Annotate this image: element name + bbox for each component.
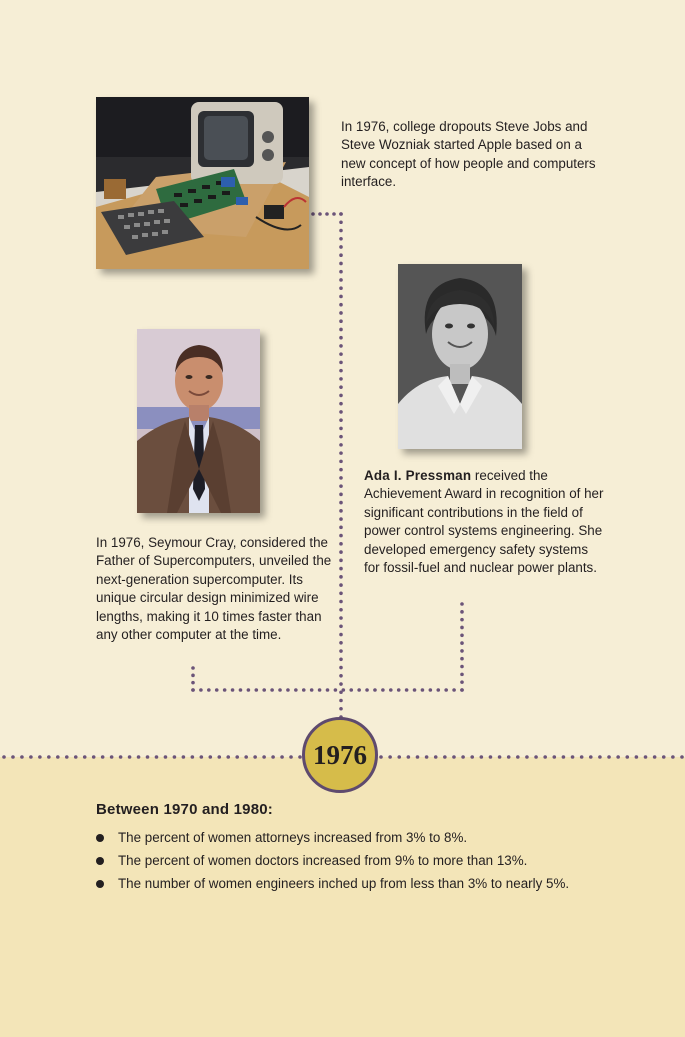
timeline-dot [460,610,464,614]
timeline-dot [339,245,343,249]
timeline-dot [339,220,343,224]
timeline-dot [339,262,343,266]
timeline-dot [460,602,464,606]
timeline-dot [339,501,343,505]
bullet-icon [96,880,104,888]
timeline-dot [635,755,639,759]
timeline-dot [339,608,343,612]
timeline-dot [92,755,96,759]
timeline-dot [339,567,343,571]
timeline-dot [339,509,343,513]
timeline-dot [339,377,343,381]
timeline-dot [534,755,538,759]
timeline-dot [405,688,409,692]
timeline-dot [373,688,377,692]
timeline-dot [407,755,411,759]
stats-item: The percent of women doctors increased from 9% to more than 13%. [96,849,569,872]
pressman-caption [364,467,604,577]
timeline-dot [339,303,343,307]
timeline-dot [254,688,258,692]
timeline-dot [164,755,168,759]
timeline-dot [310,688,314,692]
timeline-dot [339,435,343,439]
timeline-dot [191,755,195,759]
bullet-icon [96,834,104,842]
timeline-dot [339,328,343,332]
stats-heading: Between 1970 and 1980: [96,801,273,818]
timeline-dot [365,688,369,692]
timeline-dot [671,755,675,759]
timeline-dot [289,755,293,759]
timeline-dot [425,755,429,759]
timeline-dot [325,212,329,216]
timeline-dot [339,476,343,480]
timeline-dot [339,229,343,233]
stats-list [96,826,569,895]
timeline-dot [182,755,186,759]
timeline-dot [339,682,343,686]
timeline-dot [339,336,343,340]
timeline-dot [339,319,343,323]
timeline-dot [339,344,343,348]
timeline-dot [339,402,343,406]
timeline-dot [516,755,520,759]
timeline-dot [339,361,343,365]
timeline-dot [339,270,343,274]
timeline-dot [339,534,343,538]
timeline-dot [507,755,511,759]
timeline-dot [625,755,629,759]
timeline-dot [38,755,42,759]
timeline-dot [137,755,141,759]
timeline-dot [339,468,343,472]
timeline-dot [339,674,343,678]
timeline-dot [460,633,464,637]
timeline-dot [280,755,284,759]
timeline-dot [339,253,343,257]
stats-item: The percent of women attorneys increased from 3% to 8%. [96,826,569,849]
timeline-dot [580,755,584,759]
timeline-dot [357,688,361,692]
timeline-dot [294,688,298,692]
timeline-dot [191,674,195,678]
timeline-dot [235,755,239,759]
timeline-dot [460,680,464,684]
timeline-dot [460,626,464,630]
timeline-dot [349,688,353,692]
timeline-dot [223,688,227,692]
timeline-dot [302,688,306,692]
timeline-dot [339,600,343,604]
timeline-dot [461,755,465,759]
timeline-dot [29,755,33,759]
timeline-dot [339,484,343,488]
timeline-dot [339,237,343,241]
timeline-dot [339,575,343,579]
stats-item: The number of women engineers inched up from less than 3% to nearly 5%. [96,872,569,895]
timeline-dot [339,592,343,596]
timeline-dot [460,641,464,645]
timeline-dot [339,542,343,546]
timeline-dot [421,688,425,692]
timeline-dot [56,755,60,759]
timeline-dot [191,666,195,670]
timeline-dot [262,688,266,692]
timeline-dot [498,755,502,759]
timeline-dot [247,688,251,692]
timeline-dot [278,688,282,692]
timeline-dot [83,755,87,759]
timeline-dot [339,559,343,563]
timeline-dot [444,688,448,692]
timeline-dot [339,526,343,530]
timeline-dot [339,418,343,422]
timeline-dot [74,755,78,759]
pressman-text: received the Achievement Award in recognition of her significant contributions in the field of power control systems engineering. She developed emergency safety systems for fossil-fuel and nuclear power plants. [364,468,604,576]
timeline-dot [65,755,69,759]
timeline-dot [110,755,114,759]
timeline-dot [146,755,150,759]
timeline-dot [326,688,330,692]
timeline-dot [119,755,123,759]
timeline-dot [339,550,343,554]
timeline-dot [662,755,666,759]
timeline-dot [339,295,343,299]
timeline-dot [311,212,315,216]
timeline-dot [443,755,447,759]
timeline-dot [388,755,392,759]
timeline-dot [207,688,211,692]
timeline-dot [339,460,343,464]
timeline-dot [332,212,336,216]
timeline-dot [155,755,159,759]
timeline-dot [20,755,24,759]
timeline-dot [460,618,464,622]
timeline-dot [339,583,343,587]
timeline-dot [680,755,684,759]
timeline-dot [200,755,204,759]
timeline-dot [653,755,657,759]
timeline-dot [209,755,213,759]
timeline-dot [389,688,393,692]
timeline-dot [480,755,484,759]
year-badge [302,717,378,793]
timeline-dot [339,278,343,282]
timeline-dot [339,286,343,290]
timeline-dot [339,624,343,628]
timeline-dot [339,493,343,497]
timeline-dot [318,688,322,692]
timeline-dot [339,616,343,620]
year-label: 1976 [313,739,367,770]
timeline-dot [339,212,343,216]
timeline-dot [339,666,343,670]
timeline-dot [339,369,343,373]
timeline-dot [460,688,464,692]
timeline-dot [460,649,464,653]
timeline-dot [452,688,456,692]
timeline-dot [436,688,440,692]
timeline-dot [173,755,177,759]
timeline-dot [339,633,343,637]
timeline-dot [598,755,602,759]
timeline-dot [334,688,338,692]
timeline-dot [253,755,257,759]
timeline-dot [231,688,235,692]
timeline-dot [543,755,547,759]
timeline-dot [397,755,401,759]
timeline-dot [339,451,343,455]
timeline-dot [215,688,219,692]
timeline-dot [460,673,464,677]
timeline-dot [191,688,195,692]
timeline-dot [607,755,611,759]
timeline-dot [397,688,401,692]
timeline-dot [589,755,593,759]
timeline-dot [286,688,290,692]
timeline-dot [339,517,343,521]
timeline-dot [470,755,474,759]
timeline-dot [416,755,420,759]
timeline-dot [128,755,132,759]
timeline-dot [101,755,105,759]
timeline-dot [47,755,51,759]
timeline-dot [226,755,230,759]
timeline-dot [571,755,575,759]
timeline-dot [434,755,438,759]
timeline-dot [644,755,648,759]
timeline-dot [339,352,343,356]
timeline-dot [199,688,203,692]
timeline-dot [11,755,15,759]
timeline-dot [460,665,464,669]
timeline-dot [191,681,195,685]
timeline-dot [339,311,343,315]
timeline-dot [262,755,266,759]
timeline-dot [339,410,343,414]
cray-caption: In 1976, Seymour Cray, considered the Father of Supercomputers, unveiled the next-generation supercomputer. Its unique circular design minimized wire lengths, making it 10 times faster than any other computer at the time. [96,535,332,643]
timeline-dot [460,657,464,661]
timeline-dot [379,755,383,759]
timeline-dot [339,657,343,661]
timeline-dot [342,688,346,692]
timeline-dot [339,427,343,431]
timeline-dot [239,688,243,692]
timeline-dot [489,755,493,759]
timeline-dot [318,212,322,216]
timeline-dot [271,755,275,759]
pressman-name: Ada I. Pressman [364,468,472,483]
timeline-dot [2,755,6,759]
timeline-dot [339,649,343,653]
timeline-dot [553,755,557,759]
timeline-dot [217,755,221,759]
timeline-dot [339,641,343,645]
timeline-dot [339,394,343,398]
timeline-dot [381,688,385,692]
timeline-dot [339,385,343,389]
timeline-dot [339,443,343,447]
bullet-icon [96,857,104,865]
apple-caption: In 1976, college dropouts Steve Jobs and Steve Wozniak started Apple based on a new concept of how people and computers interface. [341,119,596,190]
apple-one-photo [96,97,309,269]
timeline-dot [452,755,456,759]
timeline-dot [429,688,433,692]
ada-pressman-photo [398,264,522,449]
timeline-dot [339,707,343,711]
timeline-dot [339,699,343,703]
timeline-dot [562,755,566,759]
timeline-dot [270,688,274,692]
timeline-dot [244,755,248,759]
timeline-dot [413,688,417,692]
timeline-dot [616,755,620,759]
seymour-cray-photo [137,329,260,513]
timeline-dot [525,755,529,759]
